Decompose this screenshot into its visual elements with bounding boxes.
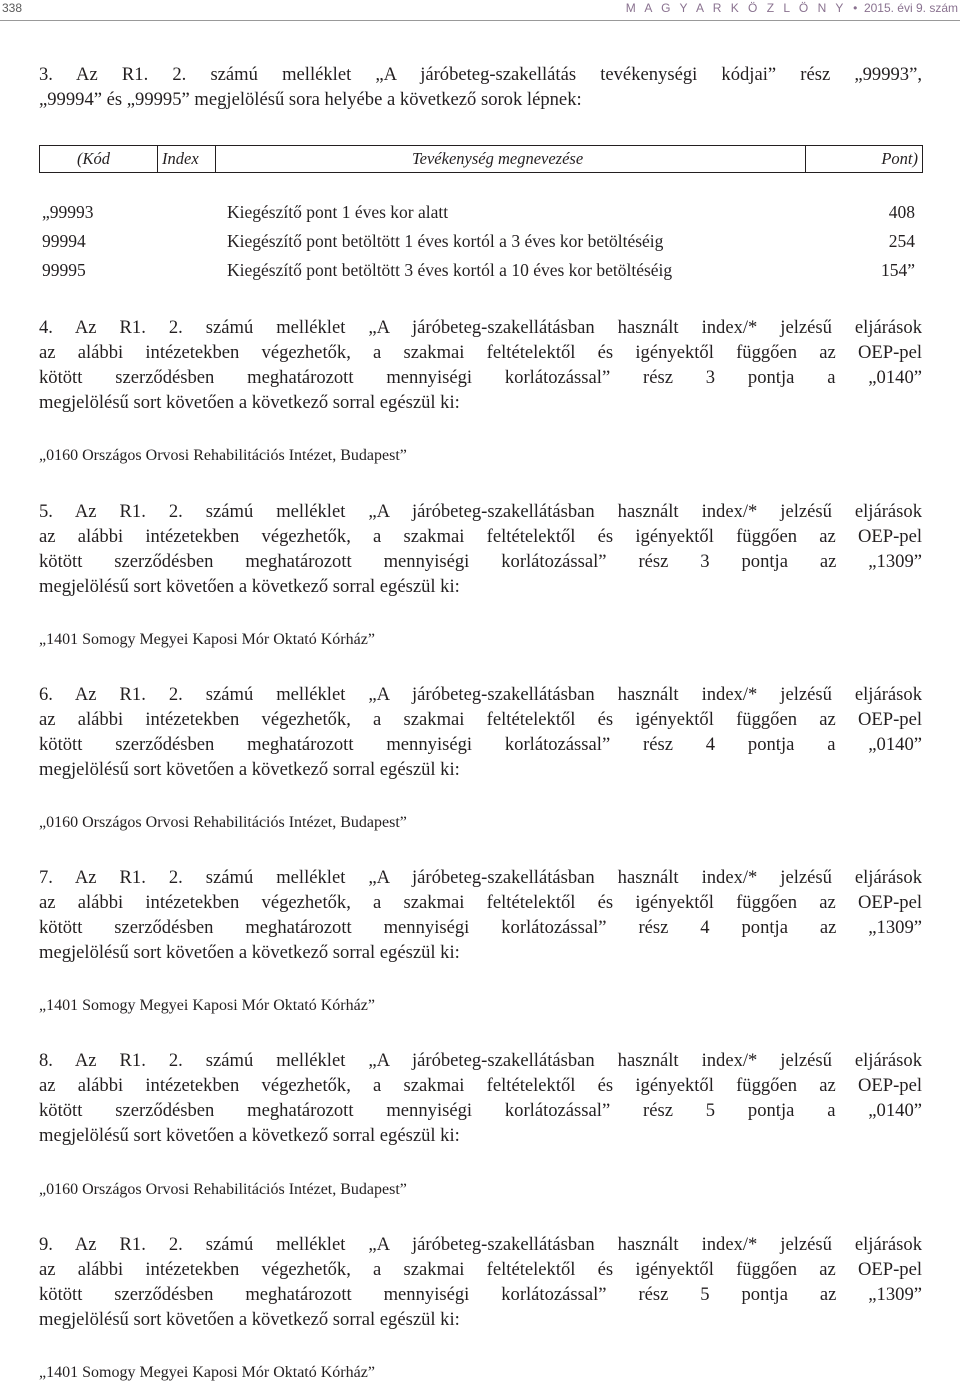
header-rule [0,20,960,21]
row-points: 408 [888,202,915,222]
section-4-text [39,315,922,415]
institution-entry: „1401 Somogy Megyei Kaposi Mór Oktató Kórház” [39,997,375,1014]
row-name: Kiegészítő pont 1 éves kor alatt [227,202,449,222]
table-header [39,145,923,173]
row-code: 99995 [42,260,86,280]
paragraph-line: megjelölésű sort követően a következő sorral egészül ki: [39,942,460,963]
paragraph-line: 6. Az R1. 2. számú melléklet „A járóbeteg-szakellátásban használt index/* jelzésű eljárások [39,684,922,705]
paragraph-line: kötött szerződésben meghatározott mennyiségi korlátozással” rész 3 pontja az „1309” [39,551,922,572]
paragraph-line: megjelölésű sort követően a következő sorral egészül ki: [39,759,460,780]
row-code: 99994 [42,231,86,251]
journal-issue: 2015. évi 9. szám [863,1,958,15]
paragraph-line: „99994” és „99995” megjelölésű sora helyébe a következő sorok lépnek: [39,89,582,110]
row-name: Kiegészítő pont betöltött 1 éves kortól a 3 éves kor betöltéséig [227,231,664,251]
section-5-text [39,499,922,599]
paragraph-line: kötött szerződésben meghatározott mennyiségi korlátozással” rész 3 pontja a „0140” [39,367,922,388]
section-6-text [39,682,922,782]
table-row [39,202,919,227]
column-header-points: Pont) [881,149,918,168]
paragraph-line: az alábbi intézetekben végezhetők, a szakmai feltételektől és igényektől függően az OEP-pel [39,709,922,730]
paragraph-line: kötött szerződésben meghatározott mennyiségi korlátozással” rész 5 pontja az „1309” [39,1284,922,1305]
paragraph-line: kötött szerződésben meghatározott mennyiségi korlátozással” rész 4 pontja az „1309” [39,917,922,938]
running-header [0,0,960,22]
paragraph-line: az alábbi intézetekben végezhetők, a szakmai feltételektől és igényektől függően az OEP-pel [39,1259,922,1280]
section-7-text [39,865,922,965]
paragraph-line: 4. Az R1. 2. számú melléklet „A járóbeteg-szakellátásban használt index/* jelzésű eljárások [39,317,922,338]
paragraph-line: megjelölésű sort követően a következő sorral egészül ki: [39,1125,460,1146]
column-header-code: (Kód [77,149,110,168]
paragraph-line: 8. Az R1. 2. számú melléklet „A járóbeteg-szakellátásban használt index/* jelzésű eljárások [39,1050,922,1071]
paragraph-line: az alábbi intézetekben végezhetők, a szakmai feltételektől és igényektől függően az OEP-pel [39,342,922,363]
column-divider [157,146,158,172]
institution-entry: „0160 Országos Orvosi Rehabilitációs Intézet, Budapest” [39,1181,407,1198]
row-points: 254 [888,231,915,251]
paragraph-line: az alábbi intézetekben végezhetők, a szakmai feltételektől és igényektől függően az OEP-pel [39,1075,922,1096]
paragraph-line: megjelölésű sort követően a következő sorral egészül ki: [39,576,460,597]
column-divider [805,146,806,172]
page-number: 338 [2,1,23,15]
institution-entry: „0160 Országos Orvosi Rehabilitációs Intézet, Budapest” [39,447,407,464]
row-code: „99993 [42,202,94,222]
paragraph-line: kötött szerződésben meghatározott mennyiségi korlátozással” rész 5 pontja a „0140” [39,1100,922,1121]
paragraph-line: 9. Az R1. 2. számú melléklet „A járóbeteg-szakellátásban használt index/* jelzésű eljárások [39,1234,922,1255]
paragraph-line: megjelölésű sort követően a következő sorral egészül ki: [39,392,460,413]
table-row [39,231,919,256]
paragraph-line: kötött szerződésben meghatározott mennyiségi korlátozással” rész 4 pontja a „0140” [39,734,922,755]
section-8-text [39,1048,922,1148]
column-header-index: Index [162,149,199,168]
row-name: Kiegészítő pont betöltött 3 éves kortól a 10 éves kor betöltéséig [227,260,673,280]
header-separator: • [853,1,858,15]
column-header-name: Tevékenység megnevezése [412,149,584,168]
paragraph-line: 7. Az R1. 2. számú melléklet „A járóbeteg-szakellátásban használt index/* jelzésű eljárások [39,867,922,888]
paragraph-line: az alábbi intézetekben végezhetők, a szakmai feltételektől és igényektől függően az OEP-pel [39,892,922,913]
institution-entry: „1401 Somogy Megyei Kaposi Mór Oktató Kórház” [39,1364,375,1381]
institution-entry: „0160 Országos Orvosi Rehabilitációs Intézet, Budapest” [39,814,407,831]
paragraph-line: az alábbi intézetekben végezhetők, a szakmai feltételektől és igényektől függően az OEP-pel [39,526,922,547]
journal-name: M A G Y A R K Ö Z L Ö N Y [625,1,847,15]
section-3-text [39,62,922,112]
section-9-text [39,1232,922,1332]
journal-title [626,1,958,15]
column-divider [215,146,216,172]
institution-entry: „1401 Somogy Megyei Kaposi Mór Oktató Kórház” [39,631,375,648]
paragraph-line: 3. Az R1. 2. számú melléklet „A járóbeteg-szakellátás tevékenységi kódjai” rész „99993”, [39,64,922,85]
paragraph-line: megjelölésű sort követően a következő sorral egészül ki: [39,1309,460,1330]
row-points: 154” [880,260,915,280]
paragraph-line: 5. Az R1. 2. számú melléklet „A járóbeteg-szakellátásban használt index/* jelzésű eljárások [39,501,922,522]
table-row [39,260,919,285]
